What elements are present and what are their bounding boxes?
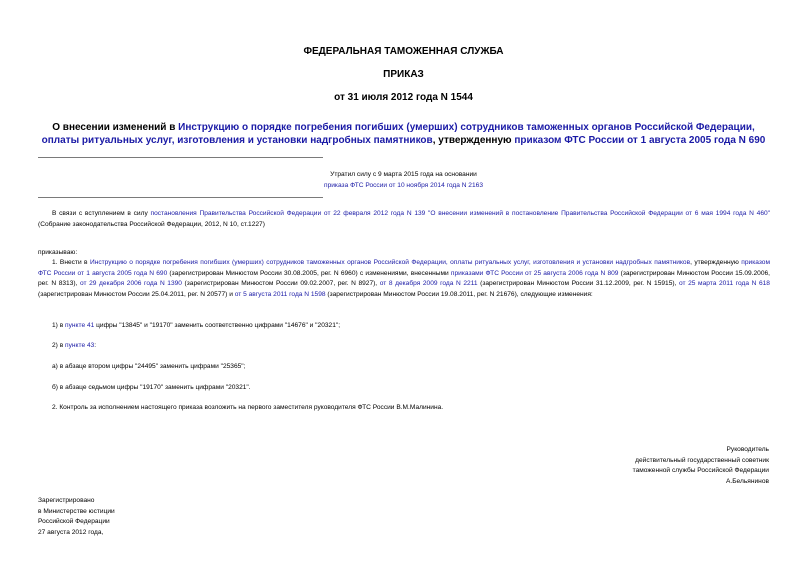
subitem-1 [38,321,770,332]
item1-order-1598-link[interactable]: от 5 августа 2011 года N 1598 [234,290,326,298]
agency-name: ФЕДЕРАЛЬНАЯ ТАМОЖЕННАЯ СЛУЖБА [303,46,504,57]
title-text-1: О внесении изменений в [52,122,179,133]
status-text: Утратил силу с 9 марта 2015 года на основании [330,171,477,178]
signature-name: А.Бельянинов [726,477,769,485]
sub2-clause-43-link[interactable]: пункте 43 [65,342,95,349]
subitem-2a: а) в абзаце втором цифры "24495" заменить цифрами "25365"; [52,363,246,370]
item1-order-690-link[interactable]: приказом ФТС России от 1 августа 2005 года N 690 [38,259,770,277]
registration-line-3: Российской Федерации [38,518,110,525]
divider-top [38,157,323,158]
title-text-2: , утвержденную [432,135,515,146]
title-instruction-link[interactable]: Инструкцию о порядке погребения погибших (умерших) сотрудников таможенных органов Российской Федерации, оплаты ритуальных услуг, изготовления и установки надгробных памятников [41,122,755,146]
item1-order-809-link[interactable]: приказами ФТС России от 25 августа 2006 года N 809 [450,269,619,277]
sub1-text-2: цифры "13845" и "19170" заменить соответственно цифрами "14676" и "20321"; [94,322,341,329]
status-order-link[interactable]: приказа ФТС России от 10 ноября 2014 года N 2163 [324,181,483,189]
item1-text-6: (зарегистрирован Минюстом России 31.12.2009, рег. N 15915), [477,280,679,287]
sub2-text-2: : [94,342,97,349]
signature-rank: действительный государственный советник [635,456,769,464]
item1-order-2211-link[interactable]: от 8 декабря 2009 года N 2211 [379,280,478,287]
signature-block [509,445,769,487]
sub1-text-1: 1) в [52,322,66,329]
signature-position: Руководитель [726,446,769,453]
item-2-paragraph: 2. Контроль за исполнением настоящего приказа возложить на первого заместителя руководителя ФТС России В.М.Малинина. [52,404,444,411]
title-order-link[interactable]: приказом ФТС России от 1 августа 2005 года N 690 [514,135,766,146]
preamble-paragraph [38,209,770,230]
item1-order-618-link[interactable]: от 25 марта 2011 года N 618 [678,280,770,287]
item1-text-8: (зарегистрирован Минюстом России 19.08.2011, рег. N 21676), следующие изменения: [325,290,593,298]
document-title [40,121,767,147]
item1-text-3: (зарегистрирован Минюстом России 30.08.2005, рег. N 6960) с изменениями, внесенными [167,269,451,277]
document-date-number: от 31 июля 2012 года N 1544 [334,92,473,103]
signature-service: таможенной службы Российской Федерации [632,467,769,474]
subitem-2 [38,341,770,352]
registration-block [38,496,238,538]
item1-text-7: (зарегистрирован Минюстом России 25.04.2011, рег. N 20577) и [38,290,235,298]
preamble-resolution-link[interactable]: постановления Правительства Российской Федерации от 22 февраля 2012 года N 139 "О внесении изменений в постановление Правительства Российской Федерации от 6 мая 1994 года N 460" [150,210,771,217]
sub1-clause-41-link[interactable]: пункте 41 [65,322,95,329]
registration-line-1: Зарегистрировано [38,497,95,504]
item1-text-5: (зарегистрирован Минюстом России 09.02.2007, рег. N 8927), [181,280,380,287]
status-note [0,170,807,191]
preamble-text-1: В связи с вступлением в силу [52,210,151,217]
item1-text-1: 1. Внести в [52,259,90,266]
order-word: приказываю: [38,249,78,256]
divider-bottom [38,197,323,198]
item-1-paragraph [38,258,770,300]
item1-text-2: , утвержденную [690,259,742,266]
preamble-text-2: (Собрание законодательства Российской Федерации, 2012, N 10, ст.1227) [38,220,265,228]
item1-order-1390-link[interactable]: от 29 декабря 2006 года N 1390 [80,280,182,287]
item1-instruction-link[interactable]: Инструкцию о порядке погребения погибших (умерших) сотрудников таможенных органов Российской Федерации, оплаты ритуальных услуг, изготовления и установки надгробных памятников [89,259,691,266]
document-type: ПРИКАЗ [383,69,424,80]
item1-text-4: (зарегистрирован Минюстом России 15.09.2006, рег. N 8313), [38,269,770,287]
sub2-text-1: 2) в [52,342,66,349]
registration-line-4: 27 августа 2012 года, [38,528,104,536]
registration-line-2: в Министерстве юстиции [38,507,115,515]
subitem-2b: б) в абзаце седьмом цифры "19170" заменить цифрами "20321". [52,384,251,391]
